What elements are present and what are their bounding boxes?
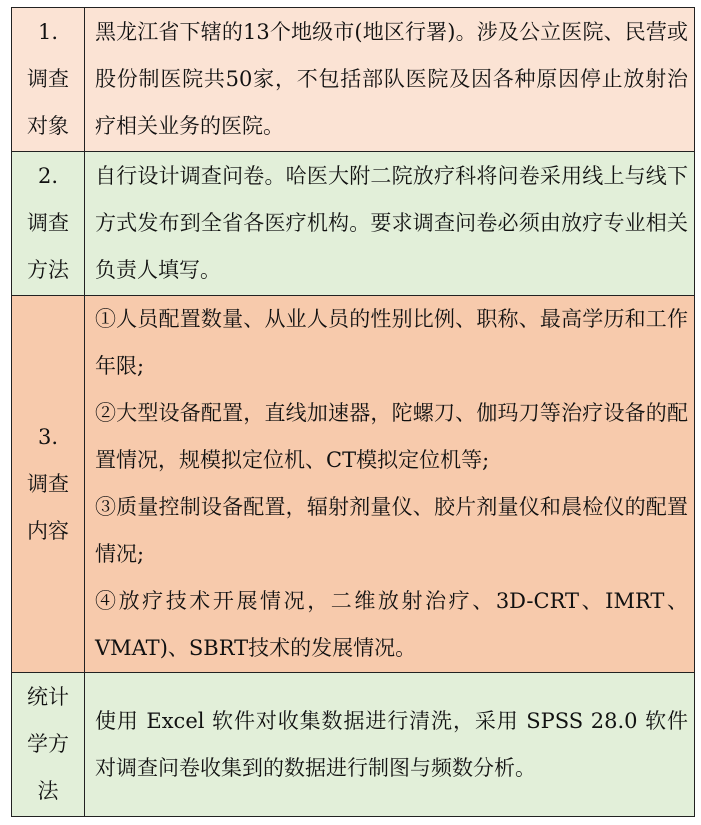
table-row-survey-method <box>12 152 695 296</box>
row-content: 使用 Excel 软件对收集数据进行清洗，采用 SPSS 28.0 软件对调查问卷收集到的数据进行制图与频数分析。 <box>85 673 695 817</box>
list-item: ①人员配置数量、从业人员的性别比例、职称、最高学历和工作年限; <box>95 307 688 378</box>
row-label-line: 调查 <box>27 67 69 91</box>
row-label <box>12 152 85 296</box>
list-item: ③质量控制设备配置，辐射剂量仪、胶片剂量仪和晨检仪的配置情况; <box>95 495 688 566</box>
list-item: ②大型设备配置，直线加速器，陀螺刀、伽玛刀等治疗设备的配置情况，规模拟定位机、CT模拟定位机等; <box>95 401 688 472</box>
row-content-list <box>85 296 695 673</box>
table-row-statistical-method <box>12 673 695 817</box>
row-label-line: 学方 <box>27 732 69 756</box>
row-label-line: 方法 <box>27 258 69 282</box>
row-label <box>12 673 85 817</box>
row-label-line: 法 <box>37 779 59 803</box>
row-label-line: 统计 <box>27 685 69 709</box>
row-label-number: 3. <box>37 424 59 449</box>
row-content: 自行设计调查问卷。哈医大附二院放疗科将问卷采用线上与线下方式发布到全省各医疗机构。要求调查问卷必须由放疗专业相关负责人填写。 <box>85 152 695 296</box>
list-item: ④放疗技术开展情况，二维放射治疗、3D-CRT、IMRT、VMAT)、SBRT技术的发展情况。 <box>95 589 688 660</box>
table-row-survey-content <box>12 296 695 673</box>
row-label-line: 调查 <box>27 471 69 496</box>
row-label-number: 1. <box>37 20 59 44</box>
row-label <box>12 8 85 152</box>
row-label-line: 内容 <box>27 518 69 543</box>
row-label-line: 调查 <box>27 211 69 235</box>
row-content: 黑龙江省下辖的13个地级市(地区行署)。涉及公立医院、民营或股份制医院共50家，不包括部队医院及因各种原因停止放射治疗相关业务的医院。 <box>85 8 695 152</box>
row-label-line: 对象 <box>27 114 69 138</box>
table-row-survey-object <box>12 8 695 152</box>
row-label <box>12 296 85 673</box>
survey-info-table <box>11 7 695 817</box>
row-label-number: 2. <box>37 164 59 188</box>
